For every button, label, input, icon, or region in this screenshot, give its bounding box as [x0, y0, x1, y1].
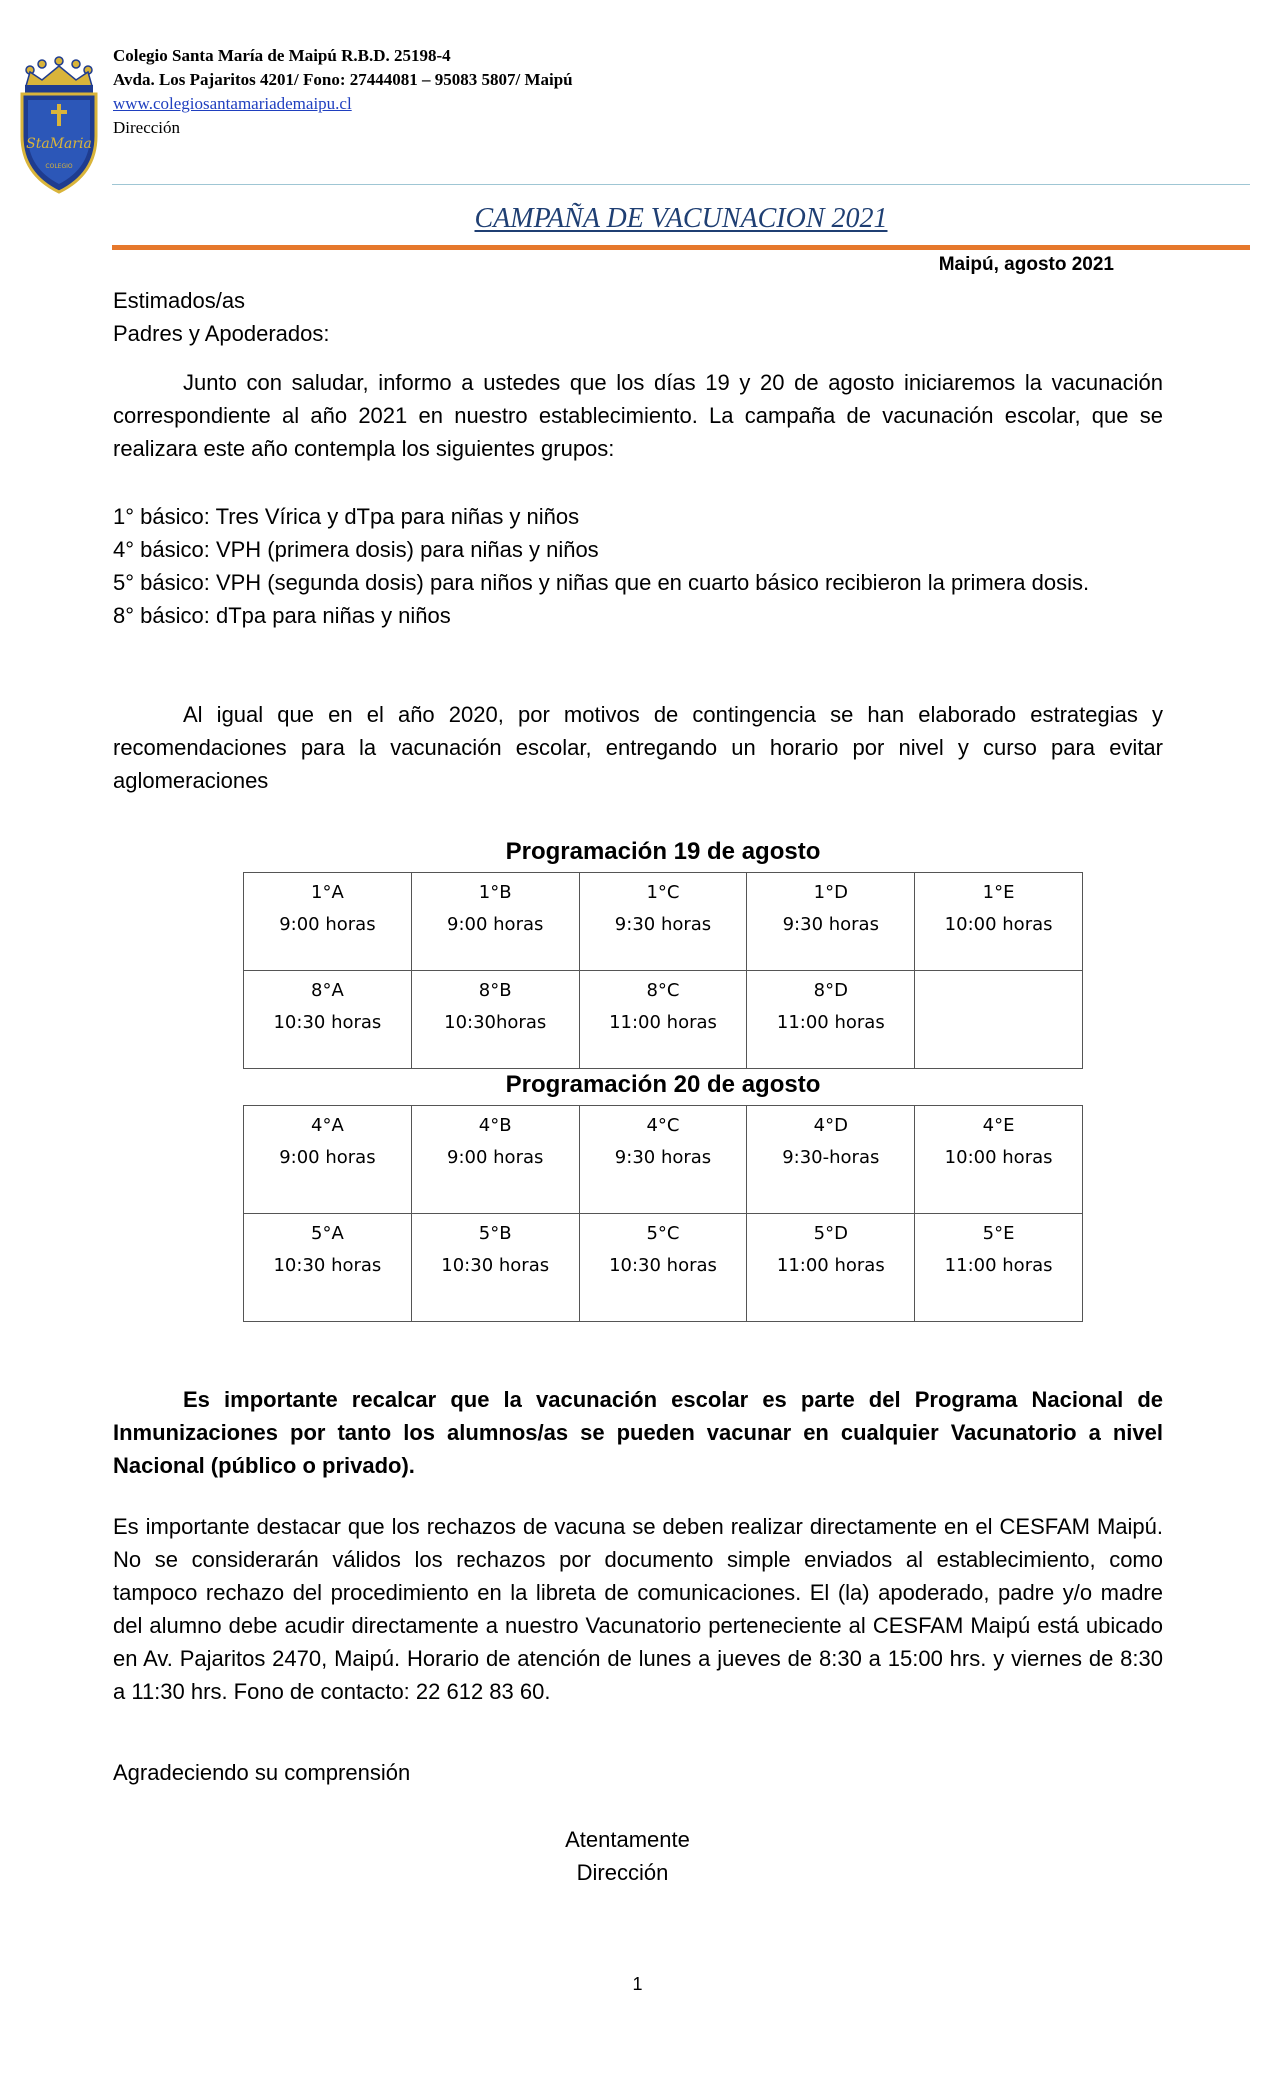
table-cell: 1°A 9:00 horas	[244, 873, 412, 971]
table-row	[244, 873, 1083, 971]
school-address: Avda. Los Pajaritos 4201/ Fono: 27444081 – 95083 5807/ Maipú	[113, 70, 573, 89]
schedule-19-table	[243, 872, 1083, 1069]
strategy-paragraph: Al igual que en el año 2020, por motivos de contingencia se han elaborado estrategias y recomendaciones para la vacunación escolar, entregando un horario por nivel y curso para evitar aglomeraciones	[113, 702, 1163, 793]
table-cell: 1°E 10:00 horas	[915, 873, 1083, 971]
school-name: Colegio Santa María de Maipú R.B.D. 25198-4	[113, 46, 451, 65]
table-cell: 5°B 10:30 horas	[411, 1214, 579, 1322]
important-notice: Es importante recalcar que la vacunación escolar es parte del Programa Nacional de Inmunizaciones por tanto los alumnos/as se pueden vacunar en cualquier Vacunatorio a nivel Nacional (público o privado).	[113, 1387, 1163, 1478]
school-website-link[interactable]: www.colegiosantamariademaipu.cl	[113, 94, 352, 113]
table-cell: 4°C 9:30 horas	[579, 1106, 747, 1214]
table-cell: 5°E 11:00 horas	[915, 1214, 1083, 1322]
thanks-line: Agradeciendo su comprensión	[113, 1760, 411, 1785]
table-cell: 4°A 9:00 horas	[244, 1106, 412, 1214]
table-cell: 8°C 11:00 horas	[579, 971, 747, 1069]
crest-icon	[18, 56, 100, 196]
logo-text: StaMaria	[26, 136, 92, 152]
table-cell: 8°B 10:30horas	[411, 971, 579, 1069]
table-cell	[915, 971, 1083, 1069]
school-header	[113, 44, 573, 140]
table-cell: 1°D 9:30 horas	[747, 873, 915, 971]
table-cell: 4°B 9:00 horas	[411, 1106, 579, 1214]
schedule-20-title: Programación 20 de agosto	[505, 1071, 821, 1098]
document-title: CAMPAÑA DE VACUNACION 2021	[474, 203, 888, 234]
table-cell: 8°A 10:30 horas	[244, 971, 412, 1069]
logo-subtext: COLEGIO	[45, 163, 73, 170]
vaccination-groups-list	[113, 500, 1163, 632]
closing-block	[0, 1823, 1275, 1889]
table-cell: 4°D 9:30-horas	[747, 1106, 915, 1214]
table-row	[244, 1106, 1083, 1214]
table-cell: 8°D 11:00 horas	[747, 971, 915, 1069]
schedule-20-table	[243, 1105, 1083, 1322]
table-row	[244, 1214, 1083, 1322]
rejection-paragraph: Es importante destacar que los rechazos de vacuna se deben realizar directamente en el CESFAM Maipú. No se considerarán válidos los rechazos por documento simple enviados al establecimiento, como tampoco rechazo del procedimiento en la libreta de comunicaciones. El (la) apoderado, padre y/o madre del alumno debe acudir directamente a nuestro Vacunatorio perteneciente al CESFAM Maipú está ubicado en Av. Pajaritos 2470, Maipú. Horario de atención de lunes a jueves de 8:30 a 15:00 hrs. y viernes de 8:30 a 11:30 hrs. Fono de contacto: 22 612 83 60.	[113, 1514, 1163, 1704]
table-cell: 4°E 10:00 horas	[915, 1106, 1083, 1214]
list-item: 1° básico: Tres Vírica y dTpa para niñas y niños	[113, 504, 580, 529]
signature-line: Dirección	[576, 1860, 669, 1885]
salutation-line: Padres y Apoderados:	[113, 321, 330, 346]
table-cell: 5°A 10:30 horas	[244, 1214, 412, 1322]
salutation	[113, 284, 1163, 350]
list-item: 8° básico: dTpa para niñas y niños	[113, 603, 451, 628]
table-cell: 5°D 11:00 horas	[747, 1214, 915, 1322]
table-cell: 5°C 10:30 horas	[579, 1214, 747, 1322]
date-line: Maipú, agosto 2021	[938, 254, 1114, 275]
department-label: Dirección	[113, 118, 181, 137]
schedule-19-title: Programación 19 de agosto	[505, 838, 821, 865]
list-item: 4° básico: VPH (primera dosis) para niñas y niños	[113, 537, 599, 562]
table-cell: 1°C 9:30 horas	[579, 873, 747, 971]
page-number: 1	[632, 1974, 643, 1994]
closing-line: Atentamente	[565, 1827, 690, 1852]
list-item: 5° básico: VPH (segunda dosis) para niños y niñas que en cuarto básico recibieron la primera dosis.	[113, 570, 1090, 595]
salutation-line: Estimados/as	[113, 288, 246, 313]
intro-paragraph: Junto con saludar, informo a ustedes que los días 19 y 20 de agosto iniciaremos la vacunación correspondiente al año 2021 en nuestro establecimiento. La campaña de vacunación escolar, que se realizara este año contempla los siguientes grupos:	[113, 370, 1163, 461]
title-divider	[112, 245, 1250, 250]
header-divider	[112, 184, 1250, 185]
table-row	[244, 971, 1083, 1069]
table-cell: 1°B 9:00 horas	[411, 873, 579, 971]
